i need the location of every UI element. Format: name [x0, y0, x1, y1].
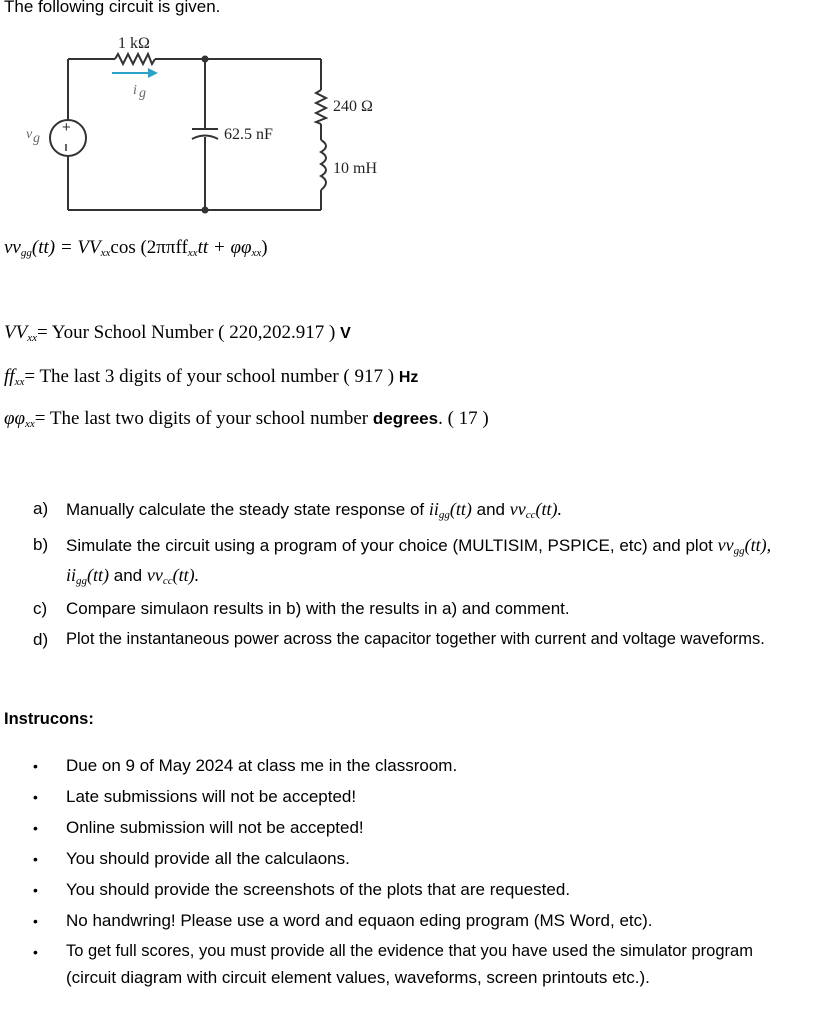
inductor	[321, 140, 326, 190]
definition-phase: $\varphi\varphi_{xx}=$ The last two digits of your school number degrees. ( 17 )	[4, 408, 489, 430]
definition-frequency: $ff_{xx}=$ The last 3 digits of your school number ( 917 ) Hz	[4, 366, 419, 388]
node-top	[202, 56, 209, 63]
instruction-item: Online submission will not be accepted!	[66, 818, 364, 837]
question-b-label: b)	[33, 535, 49, 554]
bullet-icon: •	[33, 913, 38, 929]
circuit-diagram	[0, 28, 420, 223]
definition-amplitude: $VV_{xx}=$ Your School Number ( 220,202.917 ) V	[4, 322, 351, 344]
instruction-item: You should provide all the calculaons.	[66, 849, 350, 868]
source-equation: $vv_{gg}(tt) = VV_{xx}\cos$ $(2\pi\pi ff_{xx}tt + \varphi\varphi_{xx})$	[4, 237, 268, 259]
instruction-item: Late submissions will not be accepted!	[66, 787, 357, 806]
current-arrow	[112, 68, 158, 78]
current-label: i	[133, 83, 137, 98]
question-d-label: d)	[33, 630, 49, 649]
voltage-source	[50, 119, 86, 156]
bullet-icon: •	[33, 758, 38, 774]
resistor-1k	[115, 54, 155, 64]
instruction-item: Due on 9 of May 2024 at class me in the classroom.	[66, 756, 458, 775]
source-label: v	[26, 127, 33, 142]
question-d: Plot the instantaneous power across the capacitor together with current and voltage waveforms.	[66, 630, 765, 648]
instruction-item: To get full scores, you must provide all the evidence that you have used the simulator program	[66, 942, 753, 960]
current-sub: g	[139, 86, 146, 101]
source-sub: g	[33, 131, 40, 146]
instruction-item: You should provide the screenshots of the plots that are requested.	[66, 880, 571, 899]
capacitor-label: 62.5 nF	[224, 126, 273, 143]
instruction-item-continued: (circuit diagram with circuit element values, waveforms, screen printouts etc.).	[66, 968, 650, 987]
bullet-icon: •	[33, 789, 38, 805]
question-a-label: a)	[33, 499, 49, 518]
bullet-icon: •	[33, 944, 38, 960]
bullet-icon: •	[33, 851, 38, 867]
resistor1-label: 1 kΩ	[118, 35, 150, 52]
intro-text: The following circuit is given.	[4, 0, 221, 16]
resistor-240	[316, 90, 326, 124]
inductor-label: 10 mH	[333, 160, 377, 177]
question-b-line2: $ii_{gg}(tt)$ and $vv_{cc}(tt)$.	[66, 565, 200, 587]
bullet-icon: •	[33, 882, 38, 898]
question-b-line1: Simulate the circuit using a program of your choice (MULTISIM, PSPICE, etc) and plot $vv_{gg}(tt)$,	[66, 535, 772, 557]
instruction-item: No handwring! Please use a word and equaon eding program (MS Word, etc).	[66, 911, 653, 930]
bullet-icon: •	[33, 820, 38, 836]
question-a: Manually calculate the steady state response of $ii_{gg}(tt)$ and $vv_{cc}(tt)$.	[66, 499, 562, 521]
instructions-title: Instrucons:	[4, 710, 94, 728]
question-c-label: c)	[33, 599, 48, 618]
question-c: Compare simulaon results in b) with the results in a) and comment.	[66, 599, 570, 618]
svg-text:+: +	[62, 119, 71, 136]
resistor2-label: 240 Ω	[333, 98, 373, 115]
node-bottom	[202, 207, 209, 214]
